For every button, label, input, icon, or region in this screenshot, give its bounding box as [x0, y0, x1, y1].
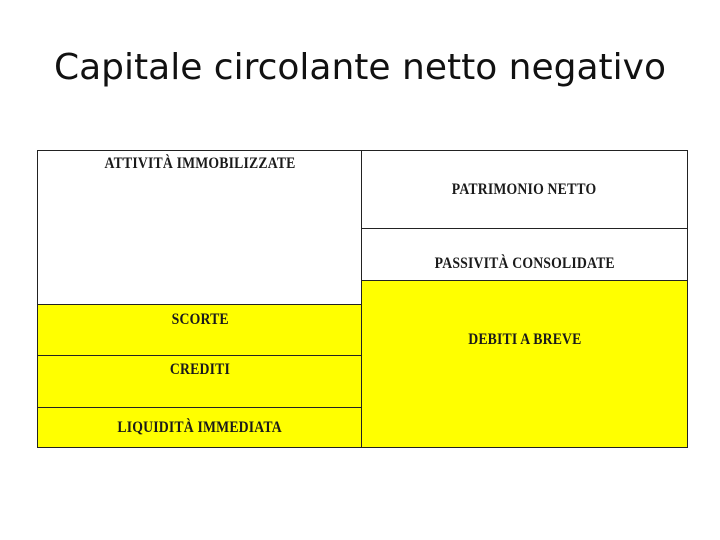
cash-label: LIQUIDITÀ IMMEDIATA [117, 418, 283, 436]
equity-label: PATRIMONIO NETTO [452, 181, 597, 198]
inventory-label: SCORTE [171, 311, 229, 328]
fixed-assets-label: ATTIVITÀ IMMOBILIZZATE [104, 155, 296, 172]
short-term-debt-label: DEBITI A BREVE [467, 331, 582, 348]
inventory-block [37, 304, 363, 357]
equity-block [361, 150, 688, 230]
short-term-debt-block [361, 280, 688, 448]
long-term-liabilities-block [361, 228, 688, 282]
page-title: Capitale circolante netto negativo [53, 47, 667, 88]
receivables-label: CREDITI [169, 361, 231, 378]
fixed-assets-block [37, 150, 363, 306]
long-term-liabilities-label: PASSIVITÀ CONSOLIDATE [434, 255, 615, 272]
cash-block [37, 407, 363, 448]
receivables-block [37, 355, 363, 409]
